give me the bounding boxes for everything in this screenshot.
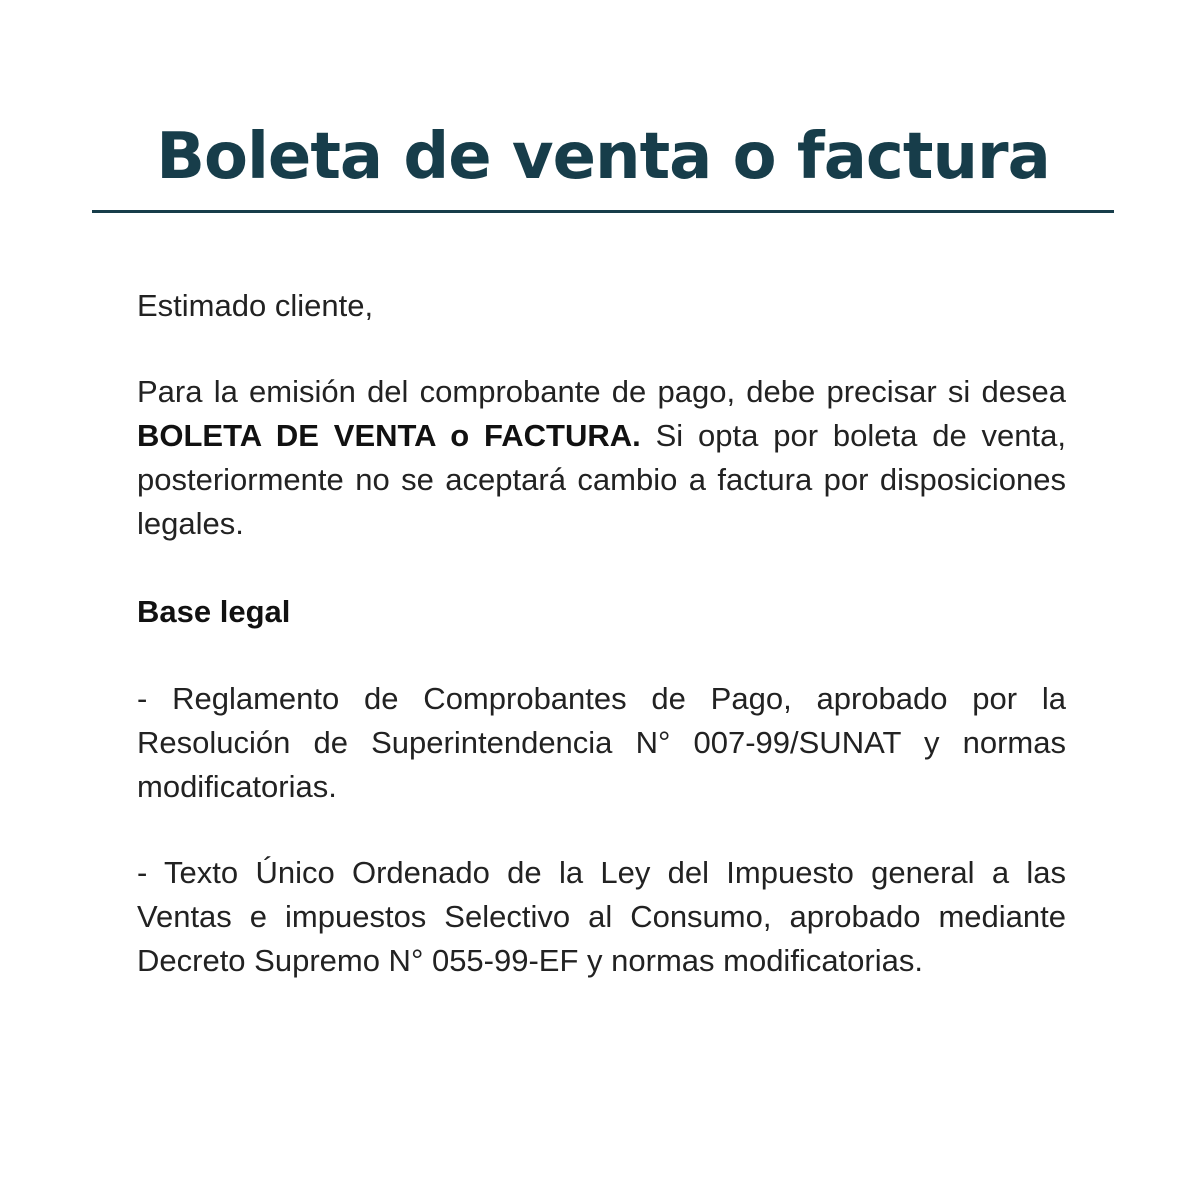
legal-basis-heading: Base legal	[137, 594, 291, 629]
instruction-emphasis: BOLETA DE VENTA o FACTURA.	[137, 418, 641, 453]
instruction-text-start: Para la emisión del comprobante de pago, debe precisar si desea	[137, 374, 1066, 409]
page-title: Boleta de venta o factura	[156, 120, 1050, 194]
greeting-text: Estimado cliente,	[137, 288, 374, 323]
title-divider	[92, 210, 1114, 213]
instruction-text-end: Si opta por boleta de venta, posteriormente no se aceptará cambio a factura por disposiciones legales.	[137, 418, 1066, 541]
legal-item: - Texto Único Ordenado de la Ley del Impuesto general a las Ventas e impuestos Selectivo al Consumo, aprobado mediante Decreto Supremo N° 055-99-EF y normas modificatorias.	[137, 855, 1066, 978]
instruction-paragraph	[137, 370, 1066, 546]
legal-item: - Reglamento de Comprobantes de Pago, aprobado por la Resolución de Superintendencia N° 007-99/SUNAT y normas modificatorias.	[137, 681, 1066, 804]
